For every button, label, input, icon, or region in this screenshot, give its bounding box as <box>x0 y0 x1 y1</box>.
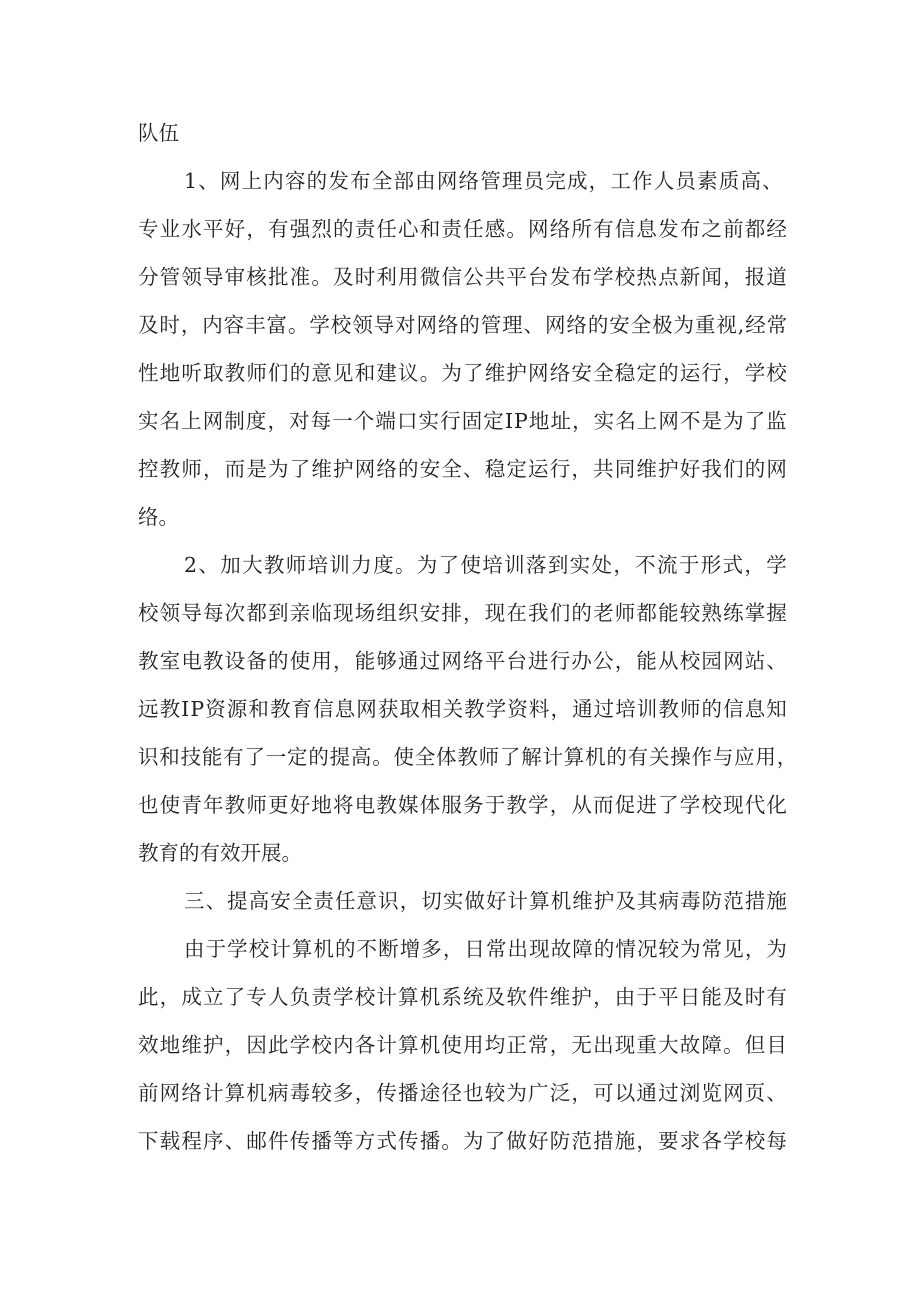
fragment-text: 队伍 <box>138 121 179 145</box>
paragraph-3-line <box>0 1021 920 1069</box>
paragraph-1-line <box>0 349 920 397</box>
section-heading: 三、提高安全责任意识，切实做好计算机维护及其病毒防范措施 <box>184 889 788 913</box>
paragraph-line-text: 分管领导审核批准。及时利用微信公共平台发布学校热点新闻，报道 <box>138 265 789 289</box>
paragraph-line-text: 下载程序、邮件传播等方式传播。为了做好防范措施，要求各学校每 <box>138 1129 789 1153</box>
paragraph-2-line <box>0 685 920 733</box>
paragraph-2-line <box>0 541 920 589</box>
paragraph-line-text: 识和技能有了一定的提高。使全体教师了解计算机的有关操作与应用， <box>138 745 798 769</box>
paragraph-2-line <box>0 781 920 829</box>
paragraph-line-text: 控教师，而是为了维护网络的安全、稳定运行，共同维护好我们的网 <box>138 457 789 481</box>
paragraph-line-text: 前网络计算机病毒较多，传播途径也较为广泛，可以通过浏览网页、 <box>138 1081 789 1105</box>
paragraph-line-text: 也使青年教师更好地将电教媒体服务于教学，从而促进了学校现代化 <box>138 793 789 817</box>
paragraph-2-line <box>0 733 920 781</box>
paragraph-3-line <box>0 925 920 973</box>
paragraph-3-line <box>0 1117 920 1165</box>
paragraph-3-line <box>0 973 920 1021</box>
paragraph-line-text: 实名上网制度，对每一个端口实行固定IP地址，实名上网不是为了监 <box>138 409 788 433</box>
paragraph-line-text: 性地听取教师们的意见和建议。为了维护网络安全稳定的运行，学校 <box>138 361 789 385</box>
paragraph-2-line <box>0 589 920 637</box>
paragraph-line-text: 校领导每次都到亲临现场组织安排，现在我们的老师都能较熟练掌握 <box>138 601 789 625</box>
section-heading-line <box>0 877 920 925</box>
paragraph-line-text: 教室电教设备的使用，能够通过网络平台进行办公，能从校园网站、 <box>138 649 789 673</box>
paragraph-line-text: 效地维护，因此学校内各计算机使用均正常，无出现重大故障。但目 <box>138 1033 789 1057</box>
paragraph-1-line <box>0 205 920 253</box>
paragraph-1-line <box>0 445 920 493</box>
paragraph-line-text: 教育的有效开展。 <box>138 841 302 865</box>
fragment-line <box>0 109 920 157</box>
paragraph-2-line <box>0 637 920 685</box>
paragraph-1-line <box>0 157 920 205</box>
paragraph-line-text: 1、网上内容的发布全部由网络管理员完成，工作人员素质高、 <box>184 169 784 193</box>
paragraph-line-text: 专业水平好，有强烈的责任心和责任感。网络所有信息发布之前都经 <box>138 217 789 241</box>
paragraph-3-line <box>0 1069 920 1117</box>
paragraph-line-text: 此，成立了专人负责学校计算机系统及软件维护，由于平日能及时有 <box>138 985 789 1009</box>
paragraph-2-line <box>0 829 920 877</box>
paragraph-line-text: 及时，内容丰富。学校领导对网络的管理、网络的安全极为重视,经常 <box>138 313 789 337</box>
paragraph-1-line <box>0 397 920 445</box>
paragraph-line-text: 远教IP资源和教育信息网获取相关教学资料，通过培训教师的信息知 <box>138 697 788 721</box>
paragraph-line-text: 2、加大教师培训力度。为了使培训落到实处，不流于形式，学 <box>184 553 789 577</box>
paragraph-line-text: 由于学校计算机的不断增多，日常出现故障的情况较为常见，为 <box>184 937 788 961</box>
paragraph-1-line <box>0 493 920 541</box>
paragraph-1-line <box>0 253 920 301</box>
paragraph-1-line <box>0 301 920 349</box>
paragraph-line-text: 络。 <box>138 505 179 529</box>
